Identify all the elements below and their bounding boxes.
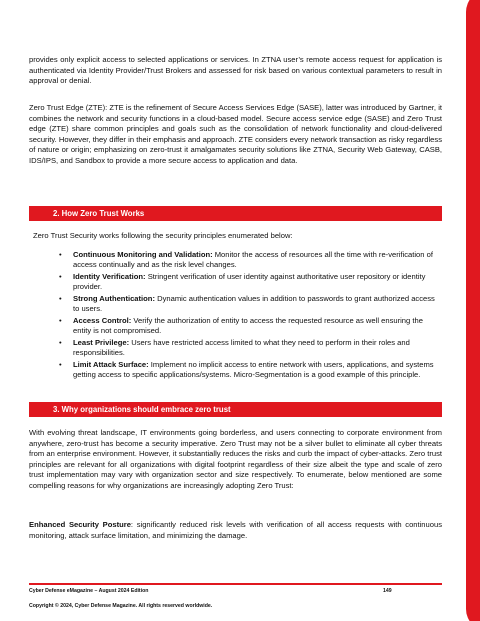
list-item-text: Dynamic authentication values in addition to passwords to grant authorized access to users. bbox=[73, 294, 435, 313]
list-item bbox=[29, 272, 442, 292]
list-item-title: Identity Verification: bbox=[73, 272, 146, 281]
list-item-text: Monitor the access of resources all the time with re-verification of access continually and as the risk level changes. bbox=[73, 250, 433, 269]
principles-list bbox=[29, 250, 442, 382]
footer-divider bbox=[29, 583, 442, 585]
list-item-title: Limit Attack Surface: bbox=[73, 360, 149, 369]
paragraph-zte: Zero Trust Edge (ZTE): ZTE is the refinement of Secure Access Services Edge (SASE), latter was introduced by Gartner, it combines the network and security functions in a cloud-based model. Secure access service edge (SASE) and Zero Trust edge (ZTE) share common principles and goals such as the consolidation of network functionality and cloud-delivered security. However, they differ in their emphasis and approach. ZTE considers every network transaction as risky regardless of nature or origin; emphasizing on zero-trust it amalgamates security solutions like ZTNA, Security Web Gateway, CASB, IDS/IPS, and Sandbox to provide a more secure access to application and data. bbox=[29, 103, 442, 165]
list-item-title: Least Privilege: bbox=[73, 338, 130, 347]
paragraph-ztna: provides only explicit access to selected applications or services. In ZTNA user’s remote access request for application is authenticated via Identity Provider/Trust Brokers and assessed for risk based on various contextual parameters to result in approval or denial. bbox=[29, 55, 442, 86]
list-item-text: Implement no implicit access to entire network with users, applications, and systems getting access to specific applications/systems. Micro-Segmentation is a good example of this principle. bbox=[73, 360, 434, 379]
list-item-text: Stringent verification of user identity against authoritative user repository or identity provider. bbox=[73, 272, 426, 291]
bullet-icon: • bbox=[59, 272, 62, 281]
bullet-icon: • bbox=[59, 338, 62, 347]
paragraph-why-zero-trust: With evolving threat landscape, IT environments going borderless, and users connecting to corporate environment from anywhere, zero-trust has become a security imperative. Zero Trust may not be a silver bullet to eliminate all cyber threats from an enterprise environment. However, it substantially reduces the risks and curb the impact of cyber-attacks. Zero trust principles are relevant for all organizations with digital footprint regardless of their size albeit the type and scale of zero trust implementation may vary with organization sector and size respectively. To enumerate, below mentioned are some compelling reasons for why organizations are increasingly adopting Zero Trust: bbox=[29, 428, 442, 490]
list-item bbox=[29, 294, 442, 314]
bullet-icon: • bbox=[59, 360, 62, 369]
list-item bbox=[29, 250, 442, 270]
list-item bbox=[29, 360, 442, 380]
page-corner-decoration bbox=[462, 0, 480, 621]
list-item bbox=[29, 316, 442, 336]
paragraph-title: Enhanced Security Posture bbox=[29, 520, 131, 529]
section-heading-how-zero-trust-works bbox=[29, 206, 442, 221]
section-heading-label: 2. How Zero Trust Works bbox=[53, 209, 145, 218]
bullet-icon: • bbox=[59, 294, 62, 303]
list-item-title: Access Control: bbox=[73, 316, 132, 325]
footer-copyright: Copyright © 2024, Cyber Defense Magazine. All rights reserved worldwide. bbox=[29, 603, 213, 609]
section-heading-label: 3. Why organizations should embrace zero trust bbox=[53, 405, 231, 414]
list-item-title: Strong Authentication: bbox=[73, 294, 155, 303]
paragraph-enhanced-security bbox=[29, 520, 442, 541]
section-heading-why-embrace-zero-trust bbox=[29, 402, 442, 417]
list-item bbox=[29, 338, 442, 358]
footer-page-number: 149 bbox=[383, 588, 392, 594]
list-item-title: Continuous Monitoring and Validation: bbox=[73, 250, 213, 259]
footer-edition: Cyber Defense eMagazine – August 2024 Edition bbox=[29, 588, 149, 594]
section-intro: Zero Trust Security works following the security principles enumerated below: bbox=[33, 231, 293, 240]
list-item-text: Verify the authorization of entity to access the requested resource as well ensuring the entity is not compromised. bbox=[73, 316, 423, 335]
bullet-icon: • bbox=[59, 250, 62, 259]
bullet-icon: • bbox=[59, 316, 62, 325]
paragraph-text: : significantly reduced risk levels with verification of all access requests with continuous monitoring, attack surface limitation, and minimizing the damage. bbox=[29, 520, 442, 540]
list-item-text: Users have restricted access limited to what they need to perform in their roles and responsibilities. bbox=[73, 338, 410, 357]
